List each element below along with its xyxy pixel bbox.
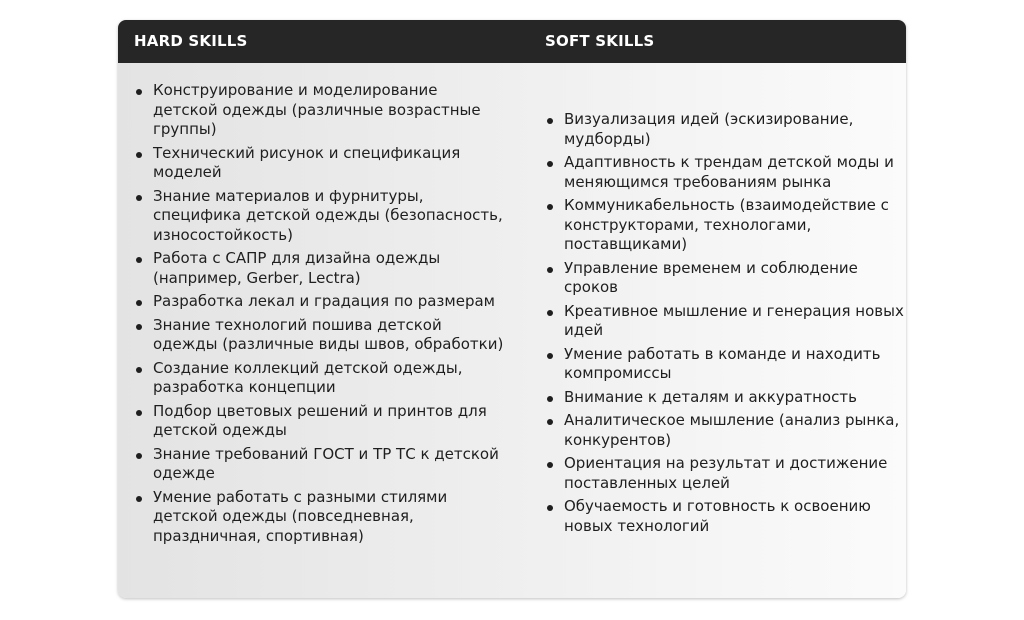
list-item: Визуализация идей (эскизирование, мудборды) [545, 110, 906, 149]
table-header [118, 20, 906, 63]
list-item: Создание коллекций детской одежды, разработка концепции [134, 359, 504, 398]
list-item: Креативное мышление и генерация новых идей [545, 302, 906, 341]
list-item: Умение работать в команде и находить компромиссы [545, 345, 906, 384]
list-item: Знание технологий пошива детской одежды (различные виды швов, обработки) [134, 316, 504, 355]
list-item: Ориентация на результат и достижение поставленных целей [545, 454, 906, 493]
list-item: Разработка лекал и градация по размерам [134, 292, 504, 312]
list-item: Конструирование и моделирование детской одежды (различные возрастные группы) [134, 81, 504, 140]
list-item: Внимание к деталям и аккуратность [545, 388, 906, 408]
list-item: Знание требований ГОСТ и ТР ТС к детской одежде [134, 445, 504, 484]
list-item: Знание материалов и фурнитуры, специфика детской одежды (безопасность, износостойкость) [134, 187, 504, 246]
list-item: Управление временем и соблюдение сроков [545, 259, 906, 298]
list-item: Обучаемость и готовность к освоению новых технологий [545, 497, 906, 536]
soft-skills-list [545, 110, 906, 540]
list-item: Технический рисунок и спецификация моделей [134, 144, 504, 183]
soft-skills-heading: SOFT SKILLS [545, 32, 655, 50]
list-item: Работа с САПР для дизайна одежды (например, Gerber, Lectra) [134, 249, 504, 288]
hard-skills-list [134, 81, 504, 550]
skills-table [118, 20, 906, 598]
list-item: Подбор цветовых решений и принтов для детской одежды [134, 402, 504, 441]
hard-skills-heading: HARD SKILLS [134, 32, 248, 50]
list-item: Умение работать с разными стилями детской одежды (повседневная, праздничная, спортивная) [134, 488, 504, 547]
list-item: Адаптивность к трендам детской моды и меняющимся требованиям рынка [545, 153, 906, 192]
list-item: Коммуникабельность (взаимодействие с конструкторами, технологами, поставщиками) [545, 196, 906, 255]
list-item: Аналитическое мышление (анализ рынка, конкурентов) [545, 411, 906, 450]
